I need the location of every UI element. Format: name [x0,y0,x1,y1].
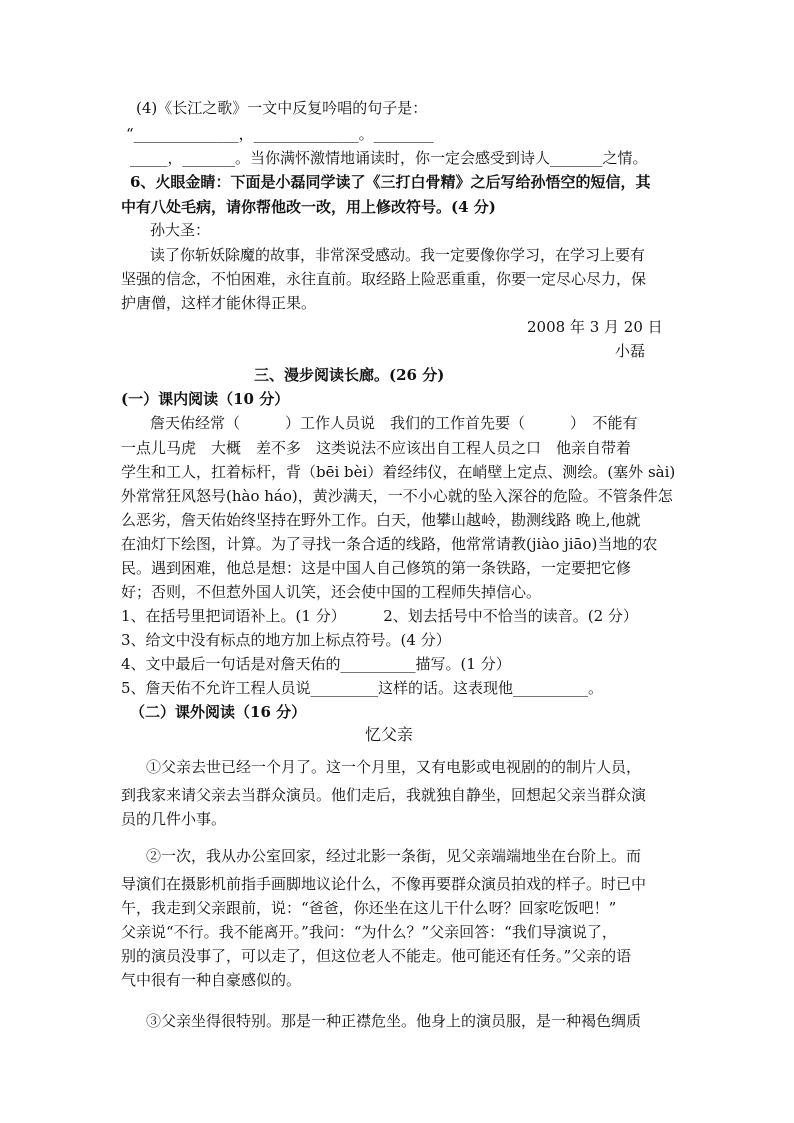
article-paragraph-line: 气中很有一种自豪感似的。 [121,971,302,989]
q4-line-1: (4)《长江之歌》一文中反复吟唱的句子是： [136,99,428,117]
part2-heading: （二）课外阅读（16 分） [130,703,307,721]
q4-line-2: “______________，______________。________ [126,125,434,143]
passage-line: 好；否则，不但惹外国人讥笑，还会使中国的工程师失掉信心。 [121,583,542,601]
article-paragraph-line: 到我家来请父亲去当群众演员。他们走后，我就独自静坐，回想起父亲当群众演 [121,786,647,804]
article-paragraph-line: 午，我走到父亲跟前，说：“爸爸，你还坐在这儿干什么呀？回家吃饭吧！” [121,899,617,917]
part1-heading: (一）课内阅读（10 分） [121,390,290,408]
question-line: 3、给文中没有标点的地方加上标点符号。(4 分） [121,631,451,649]
letter-signature: 小磊 [615,342,646,360]
letter-body-line-3: 护唐僧，这样才能休得正果。 [121,294,317,312]
article-title: 忆父亲 [365,725,414,744]
question-line: 5、詹天佑不允许工程人员说_________这样的话。这表现他__________。 [121,679,604,697]
passage-line: 在油灯下绘图，计算。为了寻找一条合适的线路，他常常请教(jiào jiāo)当地的农 [121,535,658,553]
question-line: 1、在括号里把词语补上。(1 分） 2、划去括号中不恰当的读音。(2 分） [121,607,638,625]
passage-line: 学生和工人，扛着标杆，背（bēi bèi）着经纬仪，在峭壁上定点、测绘。(塞外 sài) [121,463,676,481]
article-paragraph-line: 员的几件小事。 [121,810,227,828]
article-paragraph-line: 父亲说“不行。我不能离开。”我问：“为什么？”父亲回答：“我们导演说了， [121,923,617,941]
section-heading: 三、漫步阅读长廊。(26 分) [254,366,445,384]
article-paragraph-line: ③父亲坐得很特别。那是一种正襟危坐。他身上的演员服，是一种褐色绸质 [146,1012,642,1030]
letter-date: 2008 年 3 月 20 日 [527,318,663,336]
q6-title-line-2: 中有八处毛病，请你帮他改一改，用上修改符号。(4 分) [121,198,496,216]
passage-line: 民。遇到困难，他总是想：这是中国人自己修筑的第一条铁路，一定要把它修 [121,559,632,577]
article-paragraph-line: 别的演员没事了，可以走了，但这位老人不能走。他可能还有任务。”父亲的语 [121,947,632,965]
article-paragraph-line: 导演们在摄影机前指手画脚地议论什么，不像再要群众演员拍戏的样子。时已中 [121,875,647,893]
letter-body-line-2: 坚强的信念，不怕困难，永往直前。取经路上险恶重重，你要一定尽心尽力，保 [121,270,647,288]
q6-title-line-1: 6、火眼金睛：下面是小磊同学读了《三打白骨精》之后写给孙悟空的短信，其 [130,173,651,191]
passage-line: 一点儿马虎 大概 差不多 这类说法不应该出自工程人员之口 他亲自带着 [121,439,632,457]
letter-body-line-1: 读了你斩妖除魔的故事，非常深受感动。我一定要像你学习，在学习上要有 [150,246,646,264]
letter-salutation: 孙大圣： [150,221,211,239]
article-paragraph-line: ①父亲去世已经一个月了。这一个月里，又有电影或电视剧的的制片人员， [146,758,642,776]
passage-line: 么恶劣，詹天佑始终坚持在野外工作。白天，他攀山越岭，勘测线路 晚上,他就 [121,511,641,529]
passage-line: 詹天佑经常（ ）工作人员说 我们的工作首先要（ ） 不能有 [150,414,638,432]
article-paragraph-line: ②一次，我从办公室回家，经过北影一条街，见父亲端端地坐在台阶上。而 [146,847,642,865]
q4-line-3: _____，_______。当你满怀激情地诵读时，你一定会感受到诗人_______之情。 [130,149,648,167]
question-line: 4、文中最后一句话是对詹天佑的__________描写。(1 分） [121,655,511,673]
passage-line: 外常常狂风怒号(hào háo)，黄沙满天，一不小心就的坠入深谷的危险。不管条件怎 [121,487,673,505]
